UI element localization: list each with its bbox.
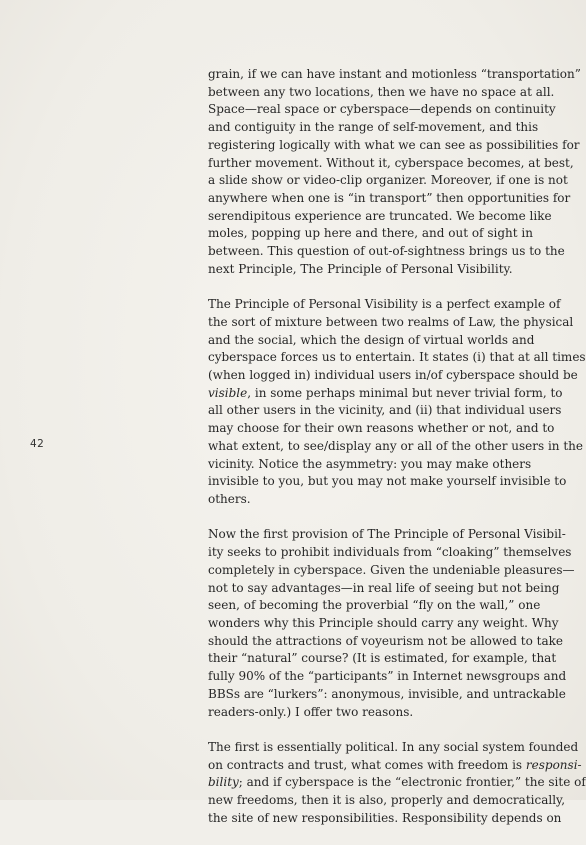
text-line: BBSs are “lurkers”: anonymous, invisible, and untrackable bbox=[208, 686, 566, 701]
text-line: ity seeks to prohibit individuals from “cloaking” themselves bbox=[208, 545, 572, 560]
text-line: anywhere when one is “in transport” then opportunities for bbox=[208, 190, 571, 205]
text-line: fully 90% of the “participants” in Internet newsgroups and bbox=[208, 669, 567, 684]
text-line: serendipitous experience are truncated. We become like bbox=[208, 208, 552, 223]
text-line: bility; and if cyberspace is the “electronic frontier,” the site of bbox=[208, 775, 586, 790]
text-line: a slide show or video-clip organizer. Moreover, if one is not bbox=[208, 173, 568, 188]
text-line: The first is essentially political. In any social system founded bbox=[208, 740, 579, 754]
text-line: wonders why this Principle should carry any weight. Why bbox=[208, 615, 559, 630]
text-line: next Principle, The Principle of Personal Visibility. bbox=[208, 261, 513, 276]
italic-word: responsi- bbox=[525, 757, 582, 772]
text-line: completely in cyberspace. Given the undeniable pleasures— bbox=[208, 562, 575, 577]
text-line: moles, popping up here and there, and out of sight in bbox=[208, 226, 533, 241]
text-line: Now the first provision of The Principle of Personal Visibil- bbox=[208, 527, 566, 542]
text-line: Space—real space or cyberspace—depends on continuity bbox=[208, 102, 556, 117]
paragraph bbox=[208, 526, 575, 721]
text-line: their “natural” course? (It is estimated, for example, that bbox=[208, 651, 557, 666]
text-line: between. This question of out-of-sightness brings us to the bbox=[208, 244, 565, 259]
text-line: the site of new responsibilities. Responsibility depends on bbox=[208, 810, 562, 825]
text-line: others. bbox=[208, 491, 251, 506]
paragraph bbox=[208, 739, 586, 828]
text-line: grain, if we can have instant and motionless “transportation” bbox=[208, 67, 581, 81]
text-line: all other users in the vicinity, and (ii) that individual users bbox=[208, 403, 562, 418]
text-line: readers-only.) I offer two reasons. bbox=[208, 704, 414, 719]
text-line: cyberspace forces us to entertain. It states (i) that at all times bbox=[208, 350, 586, 365]
text-line: visible, in some perhaps minimal but never trivial form, to bbox=[208, 385, 563, 400]
paragraph bbox=[208, 66, 581, 278]
text-line: invisible to you, but you may not make yourself invisible to bbox=[208, 474, 567, 489]
text-line: the sort of mixture between two realms of Law, the physical bbox=[208, 314, 574, 329]
text-line: and contiguity in the range of self-movement, and this bbox=[208, 120, 539, 135]
text-line: between any two locations, then we have no space at all. bbox=[208, 84, 555, 99]
text-line: should the attractions of voyeurism not be allowed to take bbox=[208, 633, 563, 648]
text-line: The Principle of Personal Visibility is a perfect example of bbox=[208, 297, 561, 312]
text-line: what extent, to see/display any or all of the other users in the bbox=[208, 438, 583, 453]
italic-word: bility bbox=[208, 775, 239, 790]
italic-word: visible bbox=[208, 385, 248, 400]
body-text bbox=[208, 66, 586, 845]
text-line: further movement. Without it, cyberspace becomes, at best, bbox=[208, 155, 574, 170]
text-line: vicinity. Notice the asymmetry: you may make others bbox=[208, 456, 532, 471]
paragraph bbox=[208, 296, 586, 508]
text-line: on contracts and trust, what comes with freedom is responsi- bbox=[208, 757, 582, 772]
text-line: new freedoms, then it is also, properly and democratically, bbox=[208, 793, 566, 808]
text-line: registering logically with what we can see as possibilities for bbox=[208, 137, 580, 152]
text-line: may choose for their own reasons whether or not, and to bbox=[208, 421, 555, 436]
text-line: and the social, which the design of virtual worlds and bbox=[208, 332, 535, 347]
text-line: not to say advantages—in real life of seeing but not being bbox=[208, 580, 560, 595]
page-number: 42 bbox=[30, 438, 45, 450]
text-line: seen, of becoming the proverbial “fly on the wall,” one bbox=[208, 598, 541, 613]
text-line: (when logged in) individual users in/of cyberspace should be bbox=[208, 368, 578, 383]
